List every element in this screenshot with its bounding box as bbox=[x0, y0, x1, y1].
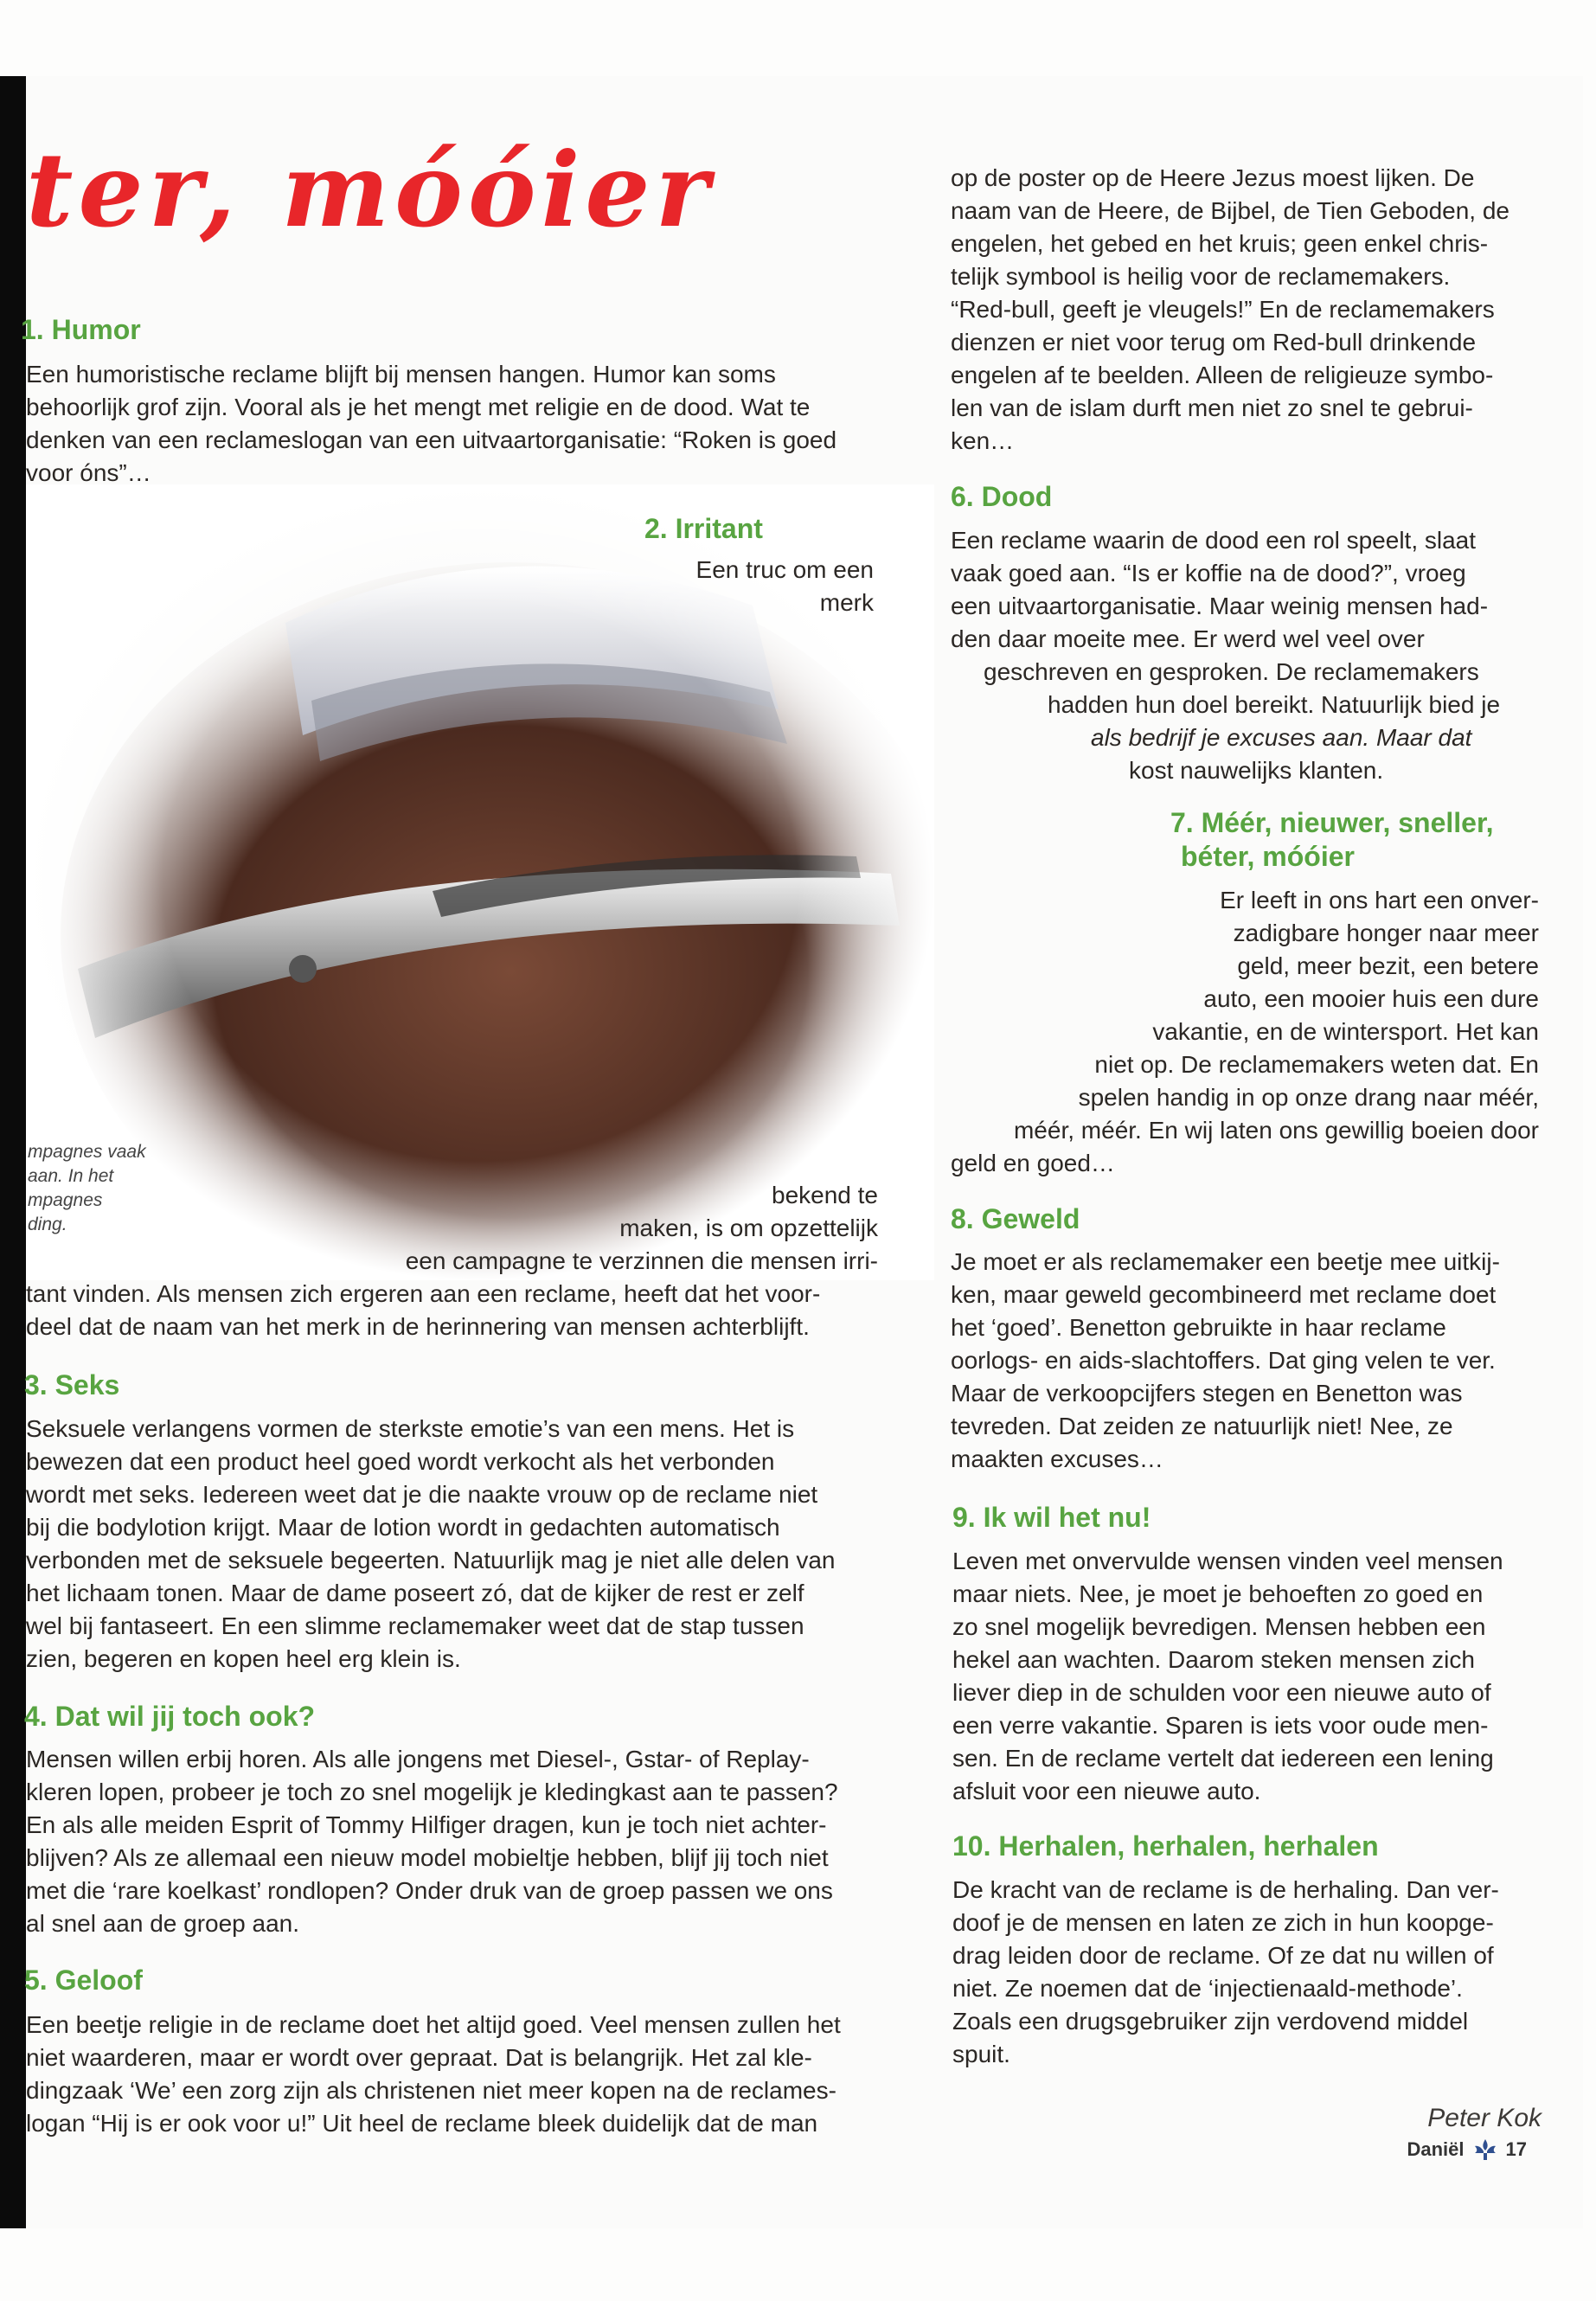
text-line: bewezen dat een product heel goed wordt verkocht als het verbonden bbox=[26, 1448, 775, 1475]
text-line: hadden hun doel bereikt. Natuurlijk bied je bbox=[1048, 691, 1501, 718]
text-line: geschreven en gesproken. De reclamemakers bbox=[984, 658, 1479, 685]
text-line: niet waarderen, maar er wordt over gepraat. Dat is belangrijk. Het zal kle- bbox=[26, 2044, 812, 2071]
text-line: vaak goed aan. “Is er koffie na de dood?”, vroeg bbox=[951, 560, 1466, 586]
text-line: den daar moeite mee. Er werd wel veel over bbox=[951, 625, 1425, 652]
text-line: niet op. De reclamemakers weten dat. En bbox=[1094, 1051, 1539, 1078]
text-line: niet. Ze noemen dat de ‘injectienaald-methode’. bbox=[952, 1975, 1463, 2002]
text-line: merk bbox=[819, 589, 874, 616]
text-line: tevreden. Dat zeiden ze natuurlijk niet! Nee, ze bbox=[951, 1413, 1453, 1439]
text-line: zien, begeren en kopen heel erg klein is. bbox=[26, 1645, 461, 1672]
text-line: denken van een reclameslogan van een uitvaartorganisatie: “Roken is goed bbox=[26, 426, 837, 453]
heading-meer-line2: béter, móóier bbox=[1181, 841, 1355, 872]
text-line: ken… bbox=[951, 427, 1015, 454]
fleur-de-lis-icon bbox=[1473, 2138, 1497, 2161]
text-line: auto, een mooier huis een dure bbox=[1203, 985, 1539, 1012]
text-line: deel dat de naam van het merk in de herinnering van mensen achterblijft. bbox=[26, 1313, 810, 1340]
paragraph-geweld bbox=[951, 1246, 1500, 1476]
text-line: De kracht van de reclame is de herhaling. Dan ver- bbox=[952, 1876, 1499, 1903]
paragraph-meer bbox=[1014, 884, 1539, 1147]
text-line: telijk symbool is heilig voor de reclamemakers. bbox=[951, 263, 1451, 290]
paragraph-irritant-mid bbox=[406, 1179, 878, 1278]
text-line: Leven met onvervulde wensen vinden veel mensen bbox=[952, 1548, 1503, 1574]
text-line: dienzen er niet voor terug om Red-bull drinkende bbox=[951, 329, 1477, 356]
paragraph-dood bbox=[951, 524, 1500, 787]
text-line: maar niets. Nee, je moet je behoeften zo goed en bbox=[952, 1580, 1484, 1607]
paragraph-geloof-continued bbox=[951, 162, 1509, 458]
text-line: voor óns”… bbox=[26, 459, 151, 486]
text-line: blijven? Als ze allemaal een nieuw model mobieltje hebben, blijf jij toch niet bbox=[26, 1844, 829, 1871]
text-line: “Red-bull, geeft je vleugels!” En de reclamemakers bbox=[951, 296, 1495, 323]
heading-herhalen: 10. Herhalen, herhalen, herhalen bbox=[952, 1830, 1379, 1862]
text-line: bekend te bbox=[772, 1182, 878, 1208]
text-line: het lichaam tonen. Maar de dame poseert zó, dat de kijker de rest er zelf bbox=[26, 1580, 804, 1606]
text-line: met die ‘rare koelkast’ rondlopen? Onder druk van de groep passen we ons bbox=[26, 1877, 833, 1904]
text-line: geld, meer bezit, een betere bbox=[1237, 952, 1539, 979]
text-line: oorlogs- en aids-slachtoffers. Dat ging velen te ver. bbox=[951, 1347, 1496, 1374]
text-line: Een beetje religie in de reclame doet het altijd goed. Veel mensen zullen het bbox=[26, 2011, 841, 2038]
text-line: Zoals een drugsgebruiker zijn verdovend middel bbox=[952, 2008, 1469, 2035]
text-line: behoorlijk grof zijn. Vooral als je het mengt met religie en de dood. Wat te bbox=[26, 394, 811, 420]
text-line: bij die bodylotion krijgt. Maar de lotion wordt in gedachten automatisch bbox=[26, 1514, 780, 1541]
paragraph-herhalen bbox=[952, 1874, 1499, 2071]
caption-line: mpagnes bbox=[28, 1190, 103, 1210]
text-line: méér, méér. En wij laten ons gewillig boeien door bbox=[1013, 1117, 1539, 1144]
text-line: Een truc om een bbox=[695, 556, 874, 583]
text-line: kleren lopen, probeer je toch zo snel mogelijk je kledingkast aan te passen? bbox=[26, 1779, 838, 1805]
author-name: Peter Kok bbox=[1427, 2104, 1542, 2132]
text-line: het ‘goed’. Benetton gebruikte in haar reclame bbox=[951, 1314, 1446, 1341]
text-line: Er leeft in ons hart een onver- bbox=[1220, 887, 1539, 913]
magazine-name: Daniël bbox=[1407, 2138, 1465, 2160]
text-line: als bedrijf je excuses aan. Maar dat bbox=[1091, 724, 1472, 751]
text-line: logan “Hij is er ook voor u!” Uit heel de reclame bleek duidelijk dat de man bbox=[26, 2110, 818, 2137]
text-line: kost nauwelijks klanten. bbox=[1129, 757, 1384, 784]
text-line: Seksuele verlangens vormen de sterkste emotie’s van een mens. Het is bbox=[26, 1415, 795, 1442]
text-line: Een humoristische reclame blijft bij mensen hangen. Humor kan soms bbox=[26, 361, 776, 388]
heading-toch-ook: 4. Dat wil jij toch ook? bbox=[24, 1701, 316, 1732]
text-line: wel bij fantaseert. En een slimme reclamemaker weet dat de stap tussen bbox=[26, 1612, 804, 1639]
text-line: Je moet er als reclamemaker een beetje mee uitkij- bbox=[951, 1248, 1500, 1275]
text-line: engelen af te beelden. Alleen de religieuze symbo- bbox=[951, 362, 1494, 388]
text-line: hekel aan wachten. Daarom steken mensen zich bbox=[952, 1646, 1475, 1673]
text-line: len van de islam durft men niet zo snel te gebrui- bbox=[951, 394, 1473, 421]
text-line: En als alle meiden Esprit of Tommy Hilfiger dragen, kun je toch niet achter- bbox=[26, 1811, 827, 1838]
text-line: verbonden met de seksuele begeerten. Natuurlijk mag je niet alle delen van bbox=[26, 1547, 836, 1574]
heading-dood: 6. Dood bbox=[951, 481, 1053, 512]
text-line: doof je de mensen en laten ze zich in hun koopge- bbox=[952, 1909, 1494, 1936]
text-line: maken, is om opzettelijk bbox=[619, 1215, 878, 1241]
heading-geloof: 5. Geloof bbox=[24, 1965, 143, 1996]
photo-caption bbox=[28, 1140, 146, 1237]
caption-line: ding. bbox=[28, 1215, 67, 1234]
text-line: vakantie, en de wintersport. Het kan bbox=[1152, 1018, 1539, 1045]
text-line: zo snel mogelijk bevredigen. Mensen hebben een bbox=[952, 1613, 1486, 1640]
paragraph-irritant-bottom bbox=[26, 1278, 820, 1343]
paragraph-humor bbox=[26, 358, 836, 490]
text-line: wordt met seks. Iedereen weet dat je die naakte vrouw op de reclame niet bbox=[26, 1481, 818, 1508]
text-line: afsluit voor een nieuwe auto. bbox=[952, 1778, 1261, 1804]
paragraph-nu bbox=[952, 1545, 1503, 1808]
text-line: drag leiden door de reclame. Of ze dat nu willen of bbox=[952, 1942, 1494, 1969]
text-line: tant vinden. Als mensen zich ergeren aan een reclame, heeft dat het voor- bbox=[26, 1280, 821, 1307]
text-line: geld en goed… bbox=[951, 1150, 1115, 1176]
text-line: ken, maar geweld gecombineerd met reclame doet bbox=[951, 1281, 1497, 1308]
text-line: zadigbare honger naar meer bbox=[1233, 920, 1539, 946]
text-line: een campagne te verzinnen die mensen irri- bbox=[405, 1247, 878, 1274]
paragraph-geloof bbox=[26, 2009, 841, 2140]
text-line: spuit. bbox=[952, 2041, 1010, 2067]
text-line: maakten excuses… bbox=[951, 1445, 1163, 1472]
text-line: liever diep in de schulden voor een nieuwe auto of bbox=[952, 1679, 1491, 1706]
paragraph-seks bbox=[26, 1413, 835, 1676]
text-line: spelen handig in op onze drang naar méér, bbox=[1078, 1084, 1539, 1111]
page-edge-shadow bbox=[0, 76, 26, 2228]
page-footer bbox=[1407, 2138, 1527, 2161]
paragraph-irritant-top bbox=[696, 554, 874, 619]
text-line: dingzaak ‘We’ een zorg zijn als christenen niet meer kopen na de reclames- bbox=[26, 2077, 836, 2104]
text-line: een uitvaartorganisatie. Maar weinig mensen had- bbox=[951, 593, 1489, 619]
heading-irritant: 2. Irritant bbox=[644, 513, 763, 544]
article-title: ter, móóier bbox=[26, 130, 715, 250]
text-line: al snel aan de groep aan. bbox=[26, 1910, 300, 1937]
heading-geweld: 8. Geweld bbox=[951, 1203, 1080, 1234]
text-line: een verre vakantie. Sparen is iets voor oude men- bbox=[952, 1712, 1489, 1739]
text-line: Mensen willen erbij horen. Als alle jongens met Diesel-, Gstar- of Replay- bbox=[26, 1746, 810, 1772]
heading-nu: 9. Ik wil het nu! bbox=[952, 1502, 1151, 1533]
text-line: Maar de verkoopcijfers stegen en Benetton was bbox=[951, 1380, 1463, 1407]
caption-line: mpagnes vaak bbox=[28, 1142, 146, 1162]
text-line: engelen, het gebed en het kruis; geen enkel chris- bbox=[951, 230, 1489, 257]
heading-meer-line1: 7. Méér, nieuwer, sneller, bbox=[1170, 807, 1494, 838]
heading-humor: 1. Humor bbox=[21, 314, 141, 345]
text-line: naam van de Heere, de Bijbel, de Tien Geboden, de bbox=[951, 197, 1509, 224]
paragraph-toch-ook bbox=[26, 1743, 838, 1940]
text-line: Een reclame waarin de dood een rol speelt, slaat bbox=[951, 527, 1477, 554]
page-number: 17 bbox=[1505, 2138, 1527, 2160]
heading-seks: 3. Seks bbox=[24, 1369, 120, 1400]
caption-line: aan. In het bbox=[28, 1166, 114, 1186]
text-line: sen. En de reclame vertelt dat iedereen een lening bbox=[952, 1745, 1494, 1772]
paragraph-meer-end bbox=[951, 1147, 1115, 1180]
text-line: op de poster op de Heere Jezus moest lijken. De bbox=[951, 164, 1475, 191]
